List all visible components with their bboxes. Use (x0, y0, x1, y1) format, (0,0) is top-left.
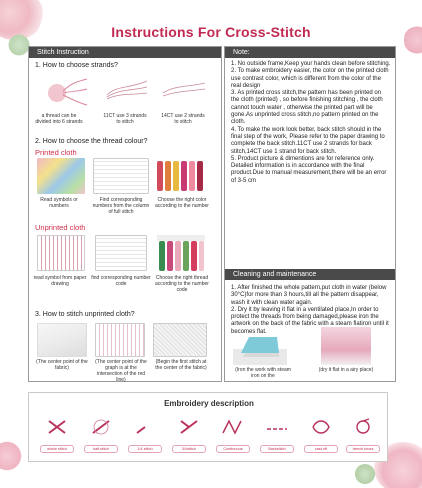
note-item: 5. Product picture & dimentions are for reference only. Detailed information is in accordance with the final product.Due to manual measurement,there will be an error of 3-5 cm (231, 155, 387, 184)
symbol-chart-image (37, 235, 85, 271)
stitch-label-half: half stitch (84, 445, 118, 453)
unprinted-caption-3: Choose the right thread according to the number code (155, 275, 209, 293)
page-title: Instructions For Cross-Stitch (111, 24, 311, 40)
unprinted-caption-1: read symbol from paper drawing (33, 275, 87, 287)
printed-caption-1: Read symbols or numbers (40, 197, 78, 209)
printed-caption-3: Choose the right color according to the number (155, 197, 209, 209)
unprinted-cloth-label: Unprinted cloth (35, 223, 86, 232)
stitch-instruction-panel (28, 46, 222, 382)
dry-flat-image (321, 327, 371, 365)
backstitch-icon (265, 417, 289, 437)
thread-skeins-image (155, 157, 207, 195)
stitch-label-three-quarter: 3/4stitch (172, 445, 206, 453)
leaf-decoration-bottom-right (352, 464, 378, 484)
stitch-unprinted-question: 3. How to stitch unprinted cloth? (35, 311, 135, 318)
fabric-center-image (37, 323, 87, 357)
stitch-label-whole: whole stitch (40, 445, 74, 453)
note-item: 4. To make the work look better, back stitch should in the final step of the work, Please refer to the paper drawing to complete the back stitch.11CT use 2 strands for back stitch,14CT use 1 strand for back stitch. (231, 126, 385, 155)
color-question: 2. How to choose the thread colour? (35, 138, 148, 145)
unprinted-caption-2: find corresponding number code (91, 275, 151, 287)
number-code-image (95, 235, 147, 271)
q3-caption-3: (Begin the first stitch at the center of the fabric) (155, 359, 207, 371)
thread-hanks-image (155, 233, 207, 273)
note-item: 2. To make embroidery easier, the color on the printed cloth use contrast color, which is different from the color of the real design (231, 68, 389, 89)
q3-caption-2: (The center point of the graph is at the intersection of the red line) (95, 359, 147, 383)
notes-panel (224, 46, 396, 382)
first-stitch-image (153, 323, 207, 357)
thread-strands-image (37, 73, 89, 111)
printed-cloth-image (37, 158, 85, 194)
three-strands-image (105, 77, 149, 103)
color-chart-image (93, 158, 149, 194)
stitch-label-french-knots: french knots (346, 445, 380, 453)
stitch-label-backstitch: Backstitch (260, 445, 294, 453)
q1-caption-3: 14CT use 2 strands to stitch (161, 113, 205, 125)
q3-caption-1: (The center point of the fabric) (36, 359, 88, 371)
notes-list (231, 61, 391, 185)
continuous-stitch-icon (221, 417, 245, 437)
notes-header: Note: (225, 47, 395, 58)
flower-decoration-bottom-left (0, 436, 22, 476)
cleaning-caption-2: (dry it flat in a airy place) (318, 367, 374, 373)
note-item: 1. No outside frame,Keep your hands clean before stitching. (231, 61, 391, 67)
q1-caption-2: 11CT use 3 strands to stitch (103, 113, 147, 125)
embroidery-description-title: Embroidery description (164, 399, 254, 408)
graph-center-image (95, 323, 145, 357)
quarter-stitch-icon (133, 417, 157, 437)
cleaning-header: Cleaning and maintenance (225, 269, 395, 280)
printed-caption-2: Find corresponding numbers from the column of full stitch (92, 197, 150, 215)
half-stitch-icon (89, 417, 113, 437)
stitch-label-continuous: Continuous (216, 445, 250, 453)
printed-cloth-label: Printed cloth (35, 148, 77, 157)
strands-question: 1. How to choose strands? (35, 62, 118, 69)
steam-iron-image (233, 329, 287, 365)
cast-off-icon (309, 417, 333, 437)
embroidery-description-panel (28, 392, 388, 462)
french-knot-icon (351, 417, 375, 437)
three-quarter-stitch-icon (177, 417, 201, 437)
cleaning-item: 1. After finished the whole pattern,put cloth in water (below 30°C)for more than 3 hours,till all the pattern disappear, wash it with clean water again. (231, 285, 387, 306)
stitch-label-quarter: 1/4 stitch (128, 445, 162, 453)
stitch-instruction-header: Stitch Instruction (29, 47, 221, 58)
q1-caption-1: a thread can be divided into 6 strands (35, 113, 83, 125)
cleaning-item: 2. Dry it by leaving it flat in a ventilated place,In order to protect the threads from being damaged,please iron the artwork on the back of the fabric with a steam flatiron until it becomes flat. (231, 306, 389, 335)
two-strands-image (161, 77, 207, 103)
stitch-label-cast-off: cast off (304, 445, 338, 453)
note-item: 3. As printed cross stitch,the pattern has been printed on the cloth (printed) , so before finishing stitching , the cloth cannot touch water , otherwise the printed part will be gone.As unprinted cross stitch,no pattern printed on the cloth. (231, 90, 383, 126)
cleaning-caption-1: (Iron the work with steam iron on the (235, 367, 291, 379)
whole-stitch-icon (45, 417, 69, 437)
